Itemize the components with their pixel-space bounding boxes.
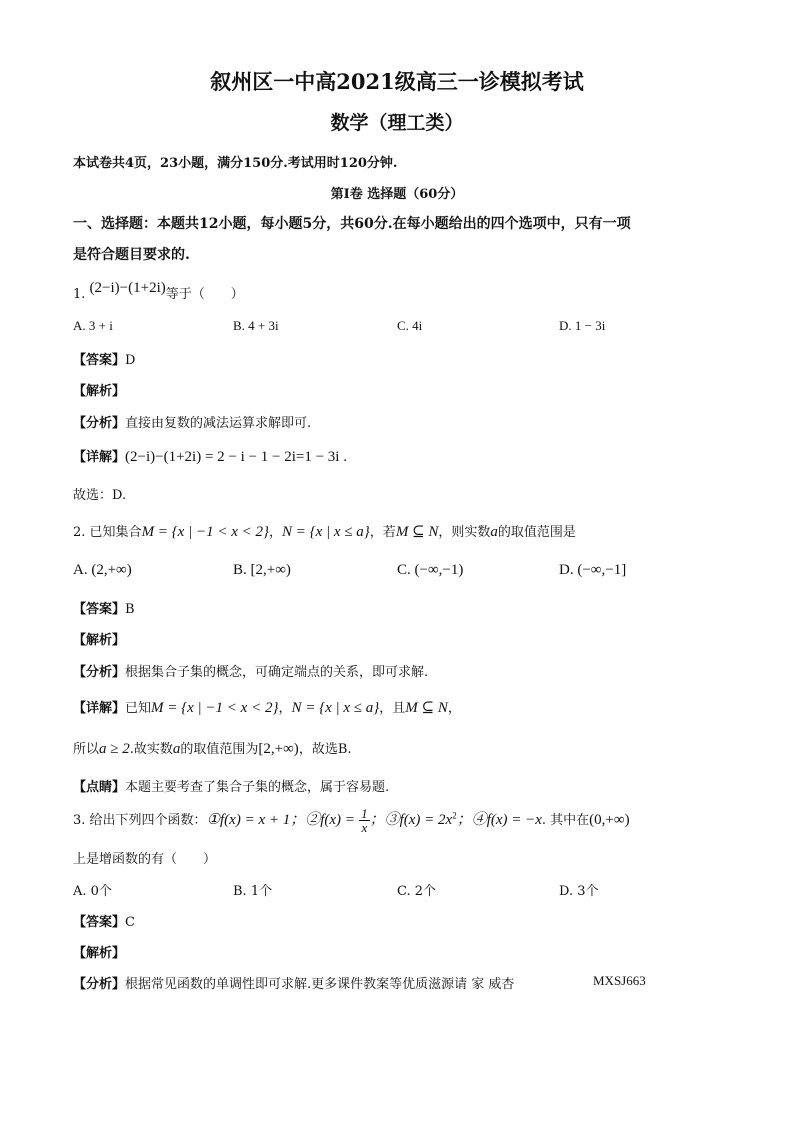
- q2-set-m: M = {x | −1 < x < 2}: [141, 524, 269, 540]
- q3-answer: 【答案】C: [73, 915, 135, 930]
- q1-answer: 【答案】D: [73, 353, 136, 368]
- q1-option-b: B. 4 + 3i: [233, 318, 279, 333]
- q3-option-c: C. 2个: [397, 884, 437, 899]
- q2-analysis-label: 【解析】: [73, 633, 126, 648]
- q1-option-d: D. 1 − 3i: [559, 318, 606, 333]
- q1-conclusion: 故选：D.: [73, 488, 127, 503]
- exam-intro: 本试卷共4页，23小题，满分150分.考试用时120分钟.: [73, 156, 398, 171]
- q1-option-c: C. 4i: [397, 318, 423, 333]
- q1-stem-text: 等于（ ）: [165, 287, 244, 302]
- q2-option-d: D. (−∞,−1]: [559, 562, 627, 578]
- q2-conclusion: 所以a ≥ 2.故实数a的取值范围为[2,+∞)，故选B.: [73, 741, 352, 757]
- q1-analysis-label: 【解析】: [73, 384, 126, 399]
- q2-stem: 2. 已知集合M = {x | −1 < x < 2}，N = {x | x ≤ a}，若M ⊆ N，则实数a的取值范围是: [73, 524, 576, 540]
- q3-stem: 3. 给出下列四个函数：①f(x) = x + 1；②f(x) = $\frac{1}{x}$ ；③f(x) = $2x^2$；④f(x) = −x. 其中在(0,+∞): [73, 806, 630, 835]
- q3-function-3: ；③f(x) = 2x: [369, 812, 453, 828]
- exam-subtitle: 数学（理工类）: [330, 112, 464, 134]
- q3-analysis-label: 【解析】: [73, 946, 126, 961]
- q1-option-a: A. 3 + i: [73, 318, 113, 333]
- q3-option-b: B. 1个: [233, 884, 273, 899]
- q2-comment: 【点睛】本题主要考查了集合子集的概念，属于容易题.: [73, 780, 390, 795]
- q1-stem: [73, 280, 244, 303]
- q2-option-b: B. [2,+∞): [233, 562, 291, 578]
- q3-function-4: ；④f(x) = −x: [456, 812, 542, 828]
- q2-option-c: C. (−∞,−1): [397, 562, 464, 578]
- q1-detail: 【详解】(2−i)−(1+2i) = 2 − i − 1 − 2i=1 − 3i .: [73, 449, 347, 465]
- q2-detail: 【详解】已知M = {x | −1 < x < 2}，N = {x | x ≤ a}，且M ⊆ N，: [73, 700, 461, 716]
- q3-function-2: ；②f(x) =: [290, 812, 355, 828]
- q1-expression: (2−i)−(1+2i): [89, 280, 166, 296]
- q2-option-a: A. (2,+∞): [73, 562, 132, 578]
- q3-function-1: ①f(x) = x + 1: [206, 812, 291, 828]
- q3-fraction: $\frac{1}{x}$: [361, 806, 368, 835]
- exam-title: 叙州区一中高2021级高三一诊模拟考试: [210, 69, 584, 94]
- q2-answer: 【答案】B: [73, 602, 135, 617]
- q3-option-a: A. 0个: [73, 884, 112, 899]
- part-instructions-line2: 是符合题目要求的.: [73, 247, 190, 263]
- q3-option-d: D. 3个: [559, 884, 599, 899]
- q2-set-n: N = {x | x ≤ a}: [282, 524, 370, 540]
- q3-stem-line2: 上是增函数的有（ ）: [73, 852, 217, 867]
- source-code-text: MXSJ663: [593, 973, 646, 988]
- q2-fenxi: 【分析】根据集合子集的概念，可确定端点的关系，即可求解.: [73, 665, 429, 680]
- q1-fenxi: 【分析】直接由复数的减法运算求解即可.: [73, 416, 312, 431]
- q1-number: 1.: [73, 287, 86, 302]
- q3-fenxi: 【分析】根据常见函数的单调性即可求解.更多课件教案等优质滋源请 家 威杏: [73, 977, 515, 992]
- section-heading: 第I卷 选择题（60分）: [330, 187, 464, 202]
- part-instructions-line1: 一、选择题：本题共12小题，每小题5分，共60分.在每小题给出的四个选项中，只有一项: [73, 216, 631, 232]
